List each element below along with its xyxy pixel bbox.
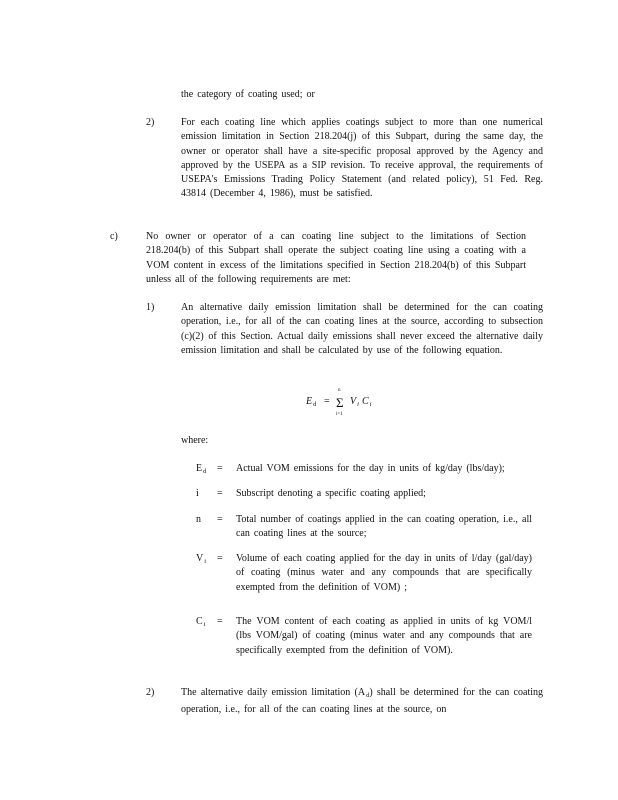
subsection-2-text-end: ) shall be determined for the can coating operation, i.e., for all of the can coating lines at the source, on [181, 687, 543, 716]
variable-equals: = [217, 514, 223, 525]
subsection-1-number: 1) [146, 302, 155, 313]
equation-equals: = [324, 396, 330, 407]
subsection-2-number: 2) [146, 687, 155, 698]
equation-content-term: $C_i$ [362, 396, 372, 408]
variable-symbol: $V_i$ [196, 553, 207, 565]
variable-symbol: n [196, 514, 201, 525]
variable-equals: = [217, 463, 223, 474]
variable-definition-text: Total number of coatings applied in the can coating operation, i.e., all can coating lines at the source; [236, 514, 532, 540]
variable-symbol: $C_i$ [196, 616, 206, 628]
sum-lower-limit: i=1 [336, 412, 343, 417]
subsection-1-paragraph: An alternative daily emission limitation shall be determined for the can coating operation, i.e., for all of the can coating lines at the source, according to subsection (c)(2) of this Section. Actual daily emissions shall never exceed the alternative daily emission limitation and shall be calculated by use of the following equation. [181, 302, 543, 356]
equation-lhs: $E_d$ [306, 396, 317, 408]
variable-equals: = [217, 616, 223, 627]
sum-upper-limit: n [338, 388, 341, 393]
where-label: where: [181, 435, 209, 446]
item-paragraph: For each coating line which applies coatings subject to more than one numerical emission limitation in Section 218.204(j) of this Subpart, during the same day, the owner or operator shall have a site-specific proposal approved by the Agency and approved by the USEPA as a SIP revision. To receive approval, the requirements of USEPA's Emissions Trading Policy Statement (and related policy), 51 Fed. Reg. 43814 (December 4, 1986), must be satisfied. [181, 117, 543, 200]
subsection-2-paragraph [181, 686, 543, 718]
variable-definition-text: The VOM content of each coating as applied in units of kg VOM/l (lbs VOM/gal) of coating (minus water and any compounds that are specifically exempted from the definition of VOM). [236, 616, 532, 656]
variable-equals: = [217, 553, 223, 564]
variable-definition-text: Actual VOM emissions for the day in units of kg/day (lbs/day); [236, 463, 505, 474]
subsection-2-text-start: The alternative daily emission limitation (A [181, 687, 366, 698]
equation-volume-term: $V_i$ [350, 396, 359, 408]
variable-equals: = [217, 488, 223, 499]
section-c-number: c) [110, 231, 118, 242]
variable-symbol: $E_d$ [196, 463, 207, 475]
sigma-symbol: Σ [336, 395, 344, 410]
variable-definition-text: Subscript denoting a specific coating applied; [236, 488, 426, 499]
subsection-2-subscript: d [366, 692, 370, 699]
variable-symbol: i [196, 488, 199, 499]
emission-equation [306, 388, 376, 418]
item-number: 2) [146, 117, 155, 128]
continuation-line: the category of coating used; or [181, 89, 315, 100]
section-c-paragraph: No owner or operator of a can coating line subject to the limitations of Section 218.204(b) of this Subpart shall operate the subject coating line using a coating with a VOM content in excess of the limitations specified in Section 218.204(b) of this Subpart unless all of the following requirements are met: [146, 231, 526, 285]
variable-definition-text: Volume of each coating applied for the day in units of l/day (gal/day) of coating (minus water and any compounds that are specifically exempted from the definition of VOM) ; [236, 553, 532, 593]
